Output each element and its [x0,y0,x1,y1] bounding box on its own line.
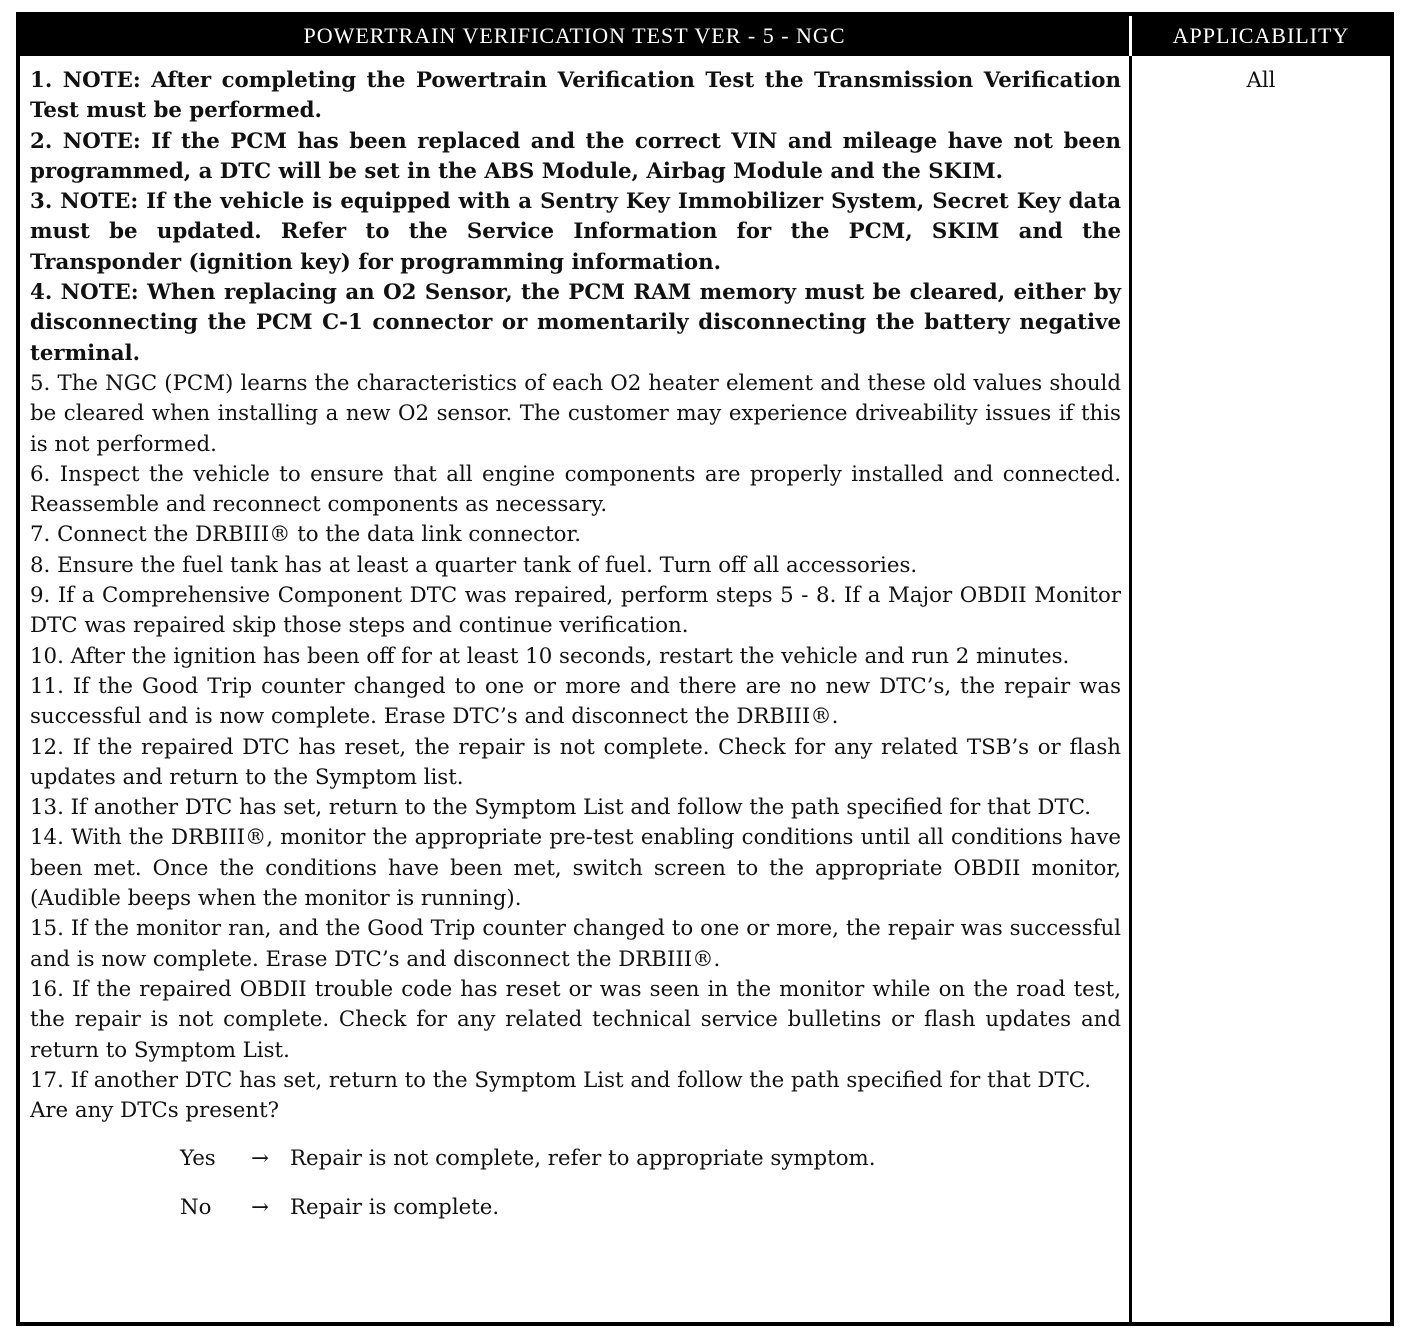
right-arrow-icon: → [251,1195,269,1221]
answer-yes-text: Repair is not complete, refer to appropriate symptom. [290,1146,876,1172]
step-5: 5. The NGC (PCM) learns the characteristics of each O2 heater element and these old values should be cleared when installing a new O2 sensor. The customer may experience driveability issues if this is not performed. [30,370,1121,457]
applicability-header [1132,16,1390,56]
verification-test-table [16,12,1394,1326]
step-15: 15. If the monitor ran, and the Good Trip counter changed to one or more, the repair was successful and is now complete. Erase DTC’s and disconnect the DRBIII®. [30,916,1121,972]
step-8: 8. Ensure the fuel tank has at least a quarter tank of fuel. Turn off all accessories. [30,552,918,578]
test-title: POWERTRAIN VERIFICATION TEST VER - 5 - NGC [303,23,846,48]
step-13: 13. If another DTC has set, return to the Symptom List and follow the path specified for that DTC. [30,795,1092,821]
step-17: 17. If another DTC has set, return to the Symptom List and follow the path specified for that DTC. [30,1067,1092,1093]
step-14: 14. With the DRBIII®, monitor the appropriate pre-test enabling conditions until all conditions have been met. Once the conditions have been met, switch screen to the appropriate OBDII monitor, (Audible beeps when the monitor is running). [30,825,1121,912]
note-3: 3. NOTE: If the vehicle is equipped with a Sentry Key Immobilizer System, Secret Key data must be updated. Refer to the Service Information for the PCM, SKIM and the Transponder (ignition key) for programming information. [30,189,1121,275]
step-12: 12. If the repaired DTC has reset, the repair is not complete. Check for any related TSB’s or flash updates and return to the Symptom list. [30,734,1121,790]
answer-list [30,1144,1121,1223]
applicability-value: All [1246,68,1276,93]
step-9: 9. If a Comprehensive Component DTC was repaired, perform steps 5 - 8. If a Major OBDII Monitor DTC was repaired skip those steps and continue verification. [30,583,1121,639]
step-7: 7. Connect the DRBIII® to the data link connector. [30,522,582,548]
note-1: 1. NOTE: After completing the Powertrain Verification Test the Transmission Verification Test must be performed. [30,68,1121,124]
answer-no [180,1193,1121,1223]
answer-no-key: No [180,1195,212,1221]
step-6: 6. Inspect the vehicle to ensure that all engine components are properly installed and connected. Reassemble and reconnect components as necessary. [30,461,1121,518]
answer-no-text: Repair is complete. [290,1195,500,1221]
step-16: 16. If the repaired OBDII trouble code has reset or was seen in the monitor while on the road test, the repair is not complete. Check for any related technical service bulletins or flash updates and return to Symptom List. [30,976,1121,1063]
dtc-question: Are any DTCs present? [30,1098,280,1124]
applicability-cell [1132,56,1390,1322]
answer-yes [180,1144,1121,1174]
test-title-header [20,16,1132,56]
applicability-label: APPLICABILITY [1172,23,1350,48]
note-2: 2. NOTE: If the PCM has been replaced and the correct VIN and mileage have not been programmed, a DTC will be set in the ABS Module, Airbag Module and the SKIM. [30,128,1121,184]
note-4: 4. NOTE: When replacing an O2 Sensor, the PCM RAM memory must be cleared, either by disconnecting the PCM C-1 connector or momentarily disconnecting the battery negative terminal. [30,280,1121,366]
step-10: 10. After the ignition has been off for at least 10 seconds, restart the vehicle and run 2 minutes. [30,643,1070,669]
right-arrow-icon: → [251,1146,269,1172]
answer-yes-key: Yes [180,1146,216,1172]
procedure-body [20,56,1132,1322]
step-11: 11. If the Good Trip counter changed to one or more and there are no new DTC’s, the repair was successful and is now complete. Erase DTC’s and disconnect the DRBIII®. [30,673,1121,730]
